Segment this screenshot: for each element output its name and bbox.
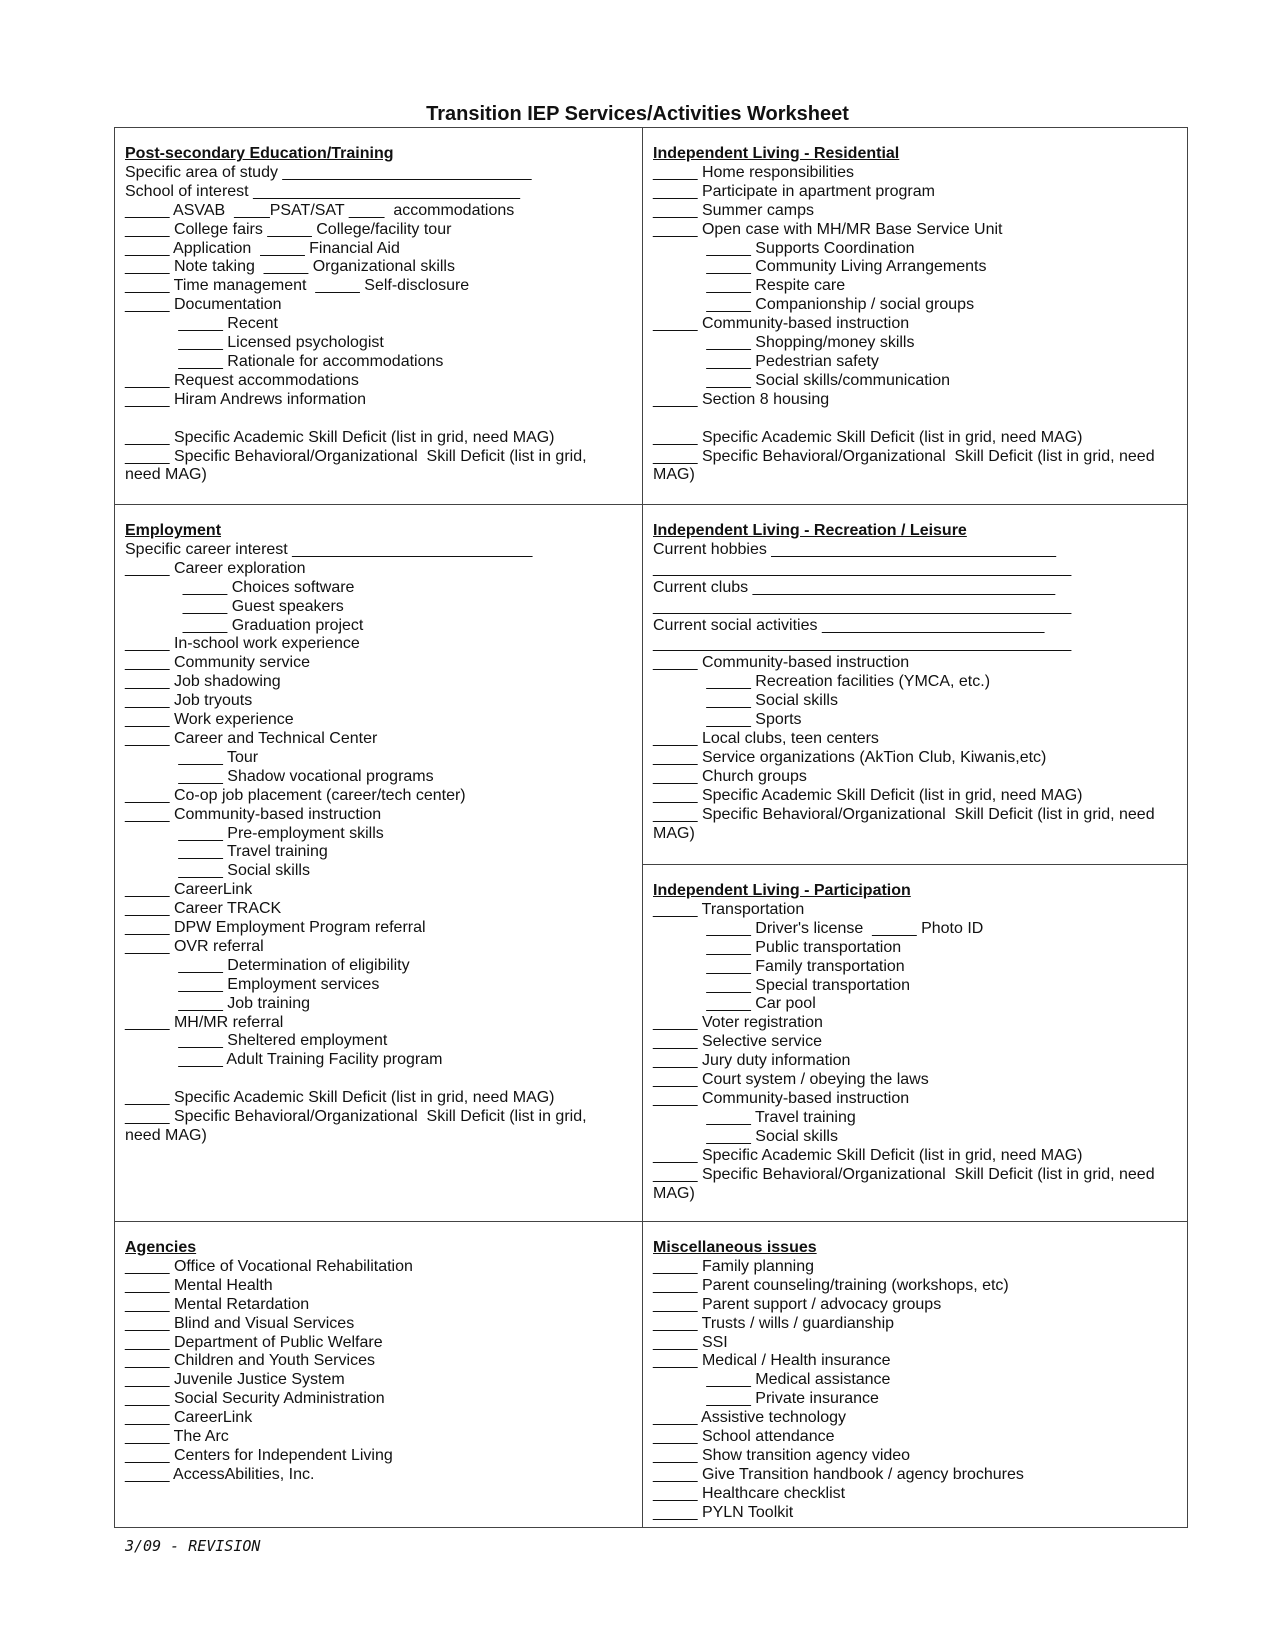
worksheet-line: _____ In-school work experience: [125, 635, 360, 653]
worksheet-line: _____ Healthcare checklist: [653, 1484, 846, 1502]
worksheet-line: _____ Travel training: [125, 843, 328, 861]
worksheet-line: Current hobbies ________________________________: [653, 540, 1057, 558]
section-recreation: [642, 504, 1188, 865]
worksheet-line: _____ Assistive technology: [653, 1409, 847, 1427]
worksheet-line: _____ Show transition agency video: [653, 1446, 911, 1464]
section-lines: [653, 901, 1177, 1204]
worksheet-line: _____ CareerLink: [125, 881, 253, 899]
worksheet-line: _______________________________________________: [653, 635, 1072, 653]
worksheet-line: _____ Local clubs, teen centers: [653, 729, 879, 747]
worksheet-line: _____ Jury duty information: [653, 1052, 851, 1070]
worksheet-line: MAG): [653, 824, 695, 842]
section-lines: [125, 541, 632, 1146]
worksheet-line: _____ Family planning: [653, 1257, 814, 1275]
worksheet-line: _____ ASVAB ____PSAT/SAT ____ accommodations: [125, 201, 515, 219]
worksheet-line: _____ Shadow vocational programs: [125, 767, 434, 785]
section-heading: Independent Living - Residential: [653, 145, 900, 162]
worksheet-line: _____ Parent counseling/training (workshops, etc): [653, 1276, 1009, 1294]
section-heading: Employment: [125, 522, 222, 539]
worksheet-line: _____ Department of Public Welfare: [125, 1333, 383, 1351]
worksheet-line: _____ Blind and Visual Services: [125, 1314, 355, 1332]
worksheet-line: _____ Social Security Administration: [125, 1390, 385, 1408]
worksheet-line: _____ Sheltered employment: [125, 1032, 388, 1050]
worksheet-line: Current clubs __________________________________: [653, 578, 1056, 596]
section-lines: [125, 164, 632, 485]
section-lines: [653, 541, 1177, 844]
worksheet-line: _____ Career and Technical Center: [125, 729, 378, 747]
section-lines: [125, 1258, 632, 1485]
worksheet-line: _____ Home responsibilities: [653, 163, 854, 181]
worksheet-line: _____ Social skills: [125, 862, 310, 880]
worksheet-line: _____ Specific Academic Skill Deficit (list in grid, need MAG): [125, 428, 555, 446]
revision-footer: 3/09 - REVISION: [125, 1537, 261, 1555]
worksheet-line: _____ Family transportation: [653, 957, 905, 975]
worksheet-line: _____ Private insurance: [653, 1390, 879, 1408]
worksheet-line: _____ PYLN Toolkit: [653, 1503, 794, 1521]
worksheet-line: _____ Rationale for accommodations: [125, 352, 444, 370]
worksheet-line: _____ Open case with MH/MR Base Service Unit: [653, 220, 1003, 238]
worksheet-line: _____ Career TRACK: [125, 900, 282, 918]
worksheet-line: _____ Career exploration: [125, 559, 306, 577]
worksheet-line: _____ Car pool: [653, 995, 816, 1013]
worksheet-line: _____ Job training: [125, 994, 310, 1012]
worksheet-line: _____ Recent: [125, 315, 278, 333]
worksheet-line: _____ Participate in apartment program: [653, 182, 935, 200]
worksheet-line: _____ Specific Academic Skill Deficit (list in grid, need MAG): [653, 428, 1083, 446]
worksheet-line: _____ SSI: [653, 1333, 728, 1351]
worksheet-line: _____ Shopping/money skills: [653, 334, 915, 352]
section-misc: [642, 1221, 1188, 1528]
worksheet-line: [125, 1070, 632, 1089]
worksheet-line: _____ CareerLink: [125, 1409, 253, 1427]
worksheet-line: MAG): [653, 466, 695, 484]
worksheet-line: _____ Adult Training Facility program: [125, 1051, 443, 1069]
worksheet-line: need MAG): [125, 1127, 207, 1144]
worksheet-line: _____ Note taking _____ Organizational skills: [125, 258, 455, 276]
worksheet-line: _____ Public transportation: [653, 938, 902, 956]
worksheet-line: _____ Specific Behavioral/Organizational Skill Deficit (list in grid, need: [653, 1165, 1155, 1183]
worksheet-line: MAG): [653, 1184, 695, 1202]
worksheet-line: _____ Recreation facilities (YMCA, etc.): [653, 673, 991, 691]
worksheet-line: _____ Trusts / wills / guardianship: [653, 1314, 895, 1332]
worksheet-line: _____ Request accommodations: [125, 371, 359, 389]
worksheet-line: _____ College fairs _____ College/facility tour: [125, 220, 452, 238]
worksheet-line: _____ Hiram Andrews information: [125, 390, 367, 408]
worksheet-line: _____ AccessAbilities, Inc.: [125, 1465, 315, 1483]
worksheet-line: _____ Specific Academic Skill Deficit (list in grid, need MAG): [125, 1089, 555, 1107]
section-participation: [642, 864, 1188, 1222]
section-residential: [642, 127, 1188, 505]
section-lines: [653, 164, 1177, 485]
worksheet-line: _______________________________________________: [653, 597, 1072, 615]
worksheet-line: _____ Job shadowing: [125, 673, 281, 691]
worksheet-line: _____ Co-op job placement (career/tech center): [125, 786, 466, 804]
worksheet-line: _____ Medical / Health insurance: [653, 1352, 891, 1370]
worksheet-line: _____ Driver's license _____ Photo ID: [653, 919, 984, 937]
worksheet-line: _____ Work experience: [125, 711, 294, 729]
worksheet-line: _____ Medical assistance: [653, 1371, 891, 1389]
worksheet-line: _____ Graduation project: [125, 616, 364, 634]
worksheet-line: _____ Guest speakers: [125, 597, 344, 615]
worksheet-line: _____ Community-based instruction: [125, 805, 382, 823]
section-heading: Independent Living - Recreation / Leisure: [653, 522, 967, 539]
worksheet-line: _____ Parent support / advocacy groups: [653, 1295, 942, 1313]
worksheet-line: _____ OVR referral: [125, 937, 264, 955]
worksheet-line: _____ Specific Academic Skill Deficit (list in grid, need MAG): [653, 1146, 1083, 1164]
worksheet-line: _____ Special transportation: [653, 976, 911, 994]
section-lines: [653, 1258, 1177, 1523]
worksheet-line: _____ Give Transition handbook / agency brochures: [653, 1465, 1024, 1483]
worksheet-line: _____ Mental Retardation: [125, 1295, 310, 1313]
worksheet-line: _____ The Arc: [125, 1428, 229, 1446]
worksheet-line: _____ Time management _____ Self-disclosure: [125, 277, 470, 295]
section-heading: Post-secondary Education/Training: [125, 145, 394, 162]
worksheet-line: _____ Application _____ Financial Aid: [125, 239, 400, 257]
worksheet-line: _____ Community Living Arrangements: [653, 258, 987, 276]
worksheet-line: _____ Licensed psychologist: [125, 334, 384, 352]
worksheet-line: _____ School attendance: [653, 1428, 835, 1446]
worksheet-line: _____ Court system / obeying the laws: [653, 1071, 929, 1089]
worksheet-line: _____ Social skills: [653, 1127, 838, 1145]
worksheet-line: _____ Selective service: [653, 1033, 822, 1051]
worksheet-line: _____ Companionship / social groups: [653, 296, 975, 314]
worksheet-line: _____ Juvenile Justice System: [125, 1371, 345, 1389]
section-heading: Miscellaneous issues: [653, 1239, 817, 1256]
worksheet-line: _____ Church groups: [653, 767, 807, 785]
worksheet-line: Specific area of study ____________________________: [125, 163, 532, 181]
worksheet-line: _____ Summer camps: [653, 201, 814, 219]
worksheet-line: _____ Respite care: [653, 277, 846, 295]
worksheet-line: _____ Pre-employment skills: [125, 824, 384, 842]
worksheet-line: _____ Children and Youth Services: [125, 1352, 375, 1370]
worksheet-line: _____ Specific Academic Skill Deficit (list in grid, need MAG): [653, 786, 1083, 804]
section-heading: Agencies: [125, 1239, 197, 1256]
worksheet-line: _____ Supports Coordination: [653, 239, 915, 257]
worksheet-line: need MAG): [125, 466, 207, 484]
worksheet-line: _____ Determination of eligibility: [125, 956, 410, 974]
worksheet-line: _____ Service organizations (AkTion Club, Kiwanis,etc): [653, 748, 1047, 766]
section-employment: [114, 504, 643, 1222]
worksheet-line: Current social activities _________________________: [653, 616, 1045, 634]
worksheet-line: _____ Choices software: [125, 578, 355, 596]
worksheet-line: _____ Pedestrian safety: [653, 352, 879, 370]
section-postsecondary: [114, 127, 643, 505]
worksheet-line: _____ Community service: [125, 654, 310, 672]
worksheet-line: _____ Tour: [125, 748, 259, 766]
worksheet-line: _____ Community-based instruction: [653, 1089, 910, 1107]
section-agencies: [114, 1221, 643, 1528]
worksheet-line: [125, 410, 632, 429]
worksheet-line: _____ Specific Behavioral/Organizational Skill Deficit (list in grid,: [125, 447, 587, 465]
worksheet-line: _____ Employment services: [125, 975, 380, 993]
worksheet-line: _____ Community-based instruction: [653, 654, 910, 672]
worksheet-line: _____ Section 8 housing: [653, 390, 830, 408]
worksheet-line: _____ Voter registration: [653, 1014, 823, 1032]
worksheet-line: _____ Social skills: [653, 692, 838, 710]
section-heading: Independent Living - Participation: [653, 882, 911, 899]
worksheet-line: _____ DPW Employment Program referral: [125, 919, 426, 937]
worksheet-line: _____ MH/MR referral: [125, 1013, 284, 1031]
worksheet-line: _____ Mental Health: [125, 1276, 273, 1294]
worksheet-line: _____ Documentation: [125, 296, 282, 314]
page-title: Transition IEP Services/Activities Worksheet: [426, 103, 849, 125]
worksheet-line: _______________________________________________: [653, 559, 1072, 577]
worksheet-line: [653, 410, 1177, 429]
worksheet-line: School of interest ______________________________: [125, 182, 521, 200]
worksheet-line: _____ Specific Behavioral/Organizational Skill Deficit (list in grid,: [125, 1108, 587, 1126]
worksheet-line: _____ Community-based instruction: [653, 315, 910, 333]
worksheet-line: _____ Job tryouts: [125, 692, 253, 710]
worksheet-line: _____ Office of Vocational Rehabilitation: [125, 1257, 413, 1275]
worksheet-line: _____ Sports: [653, 711, 802, 729]
worksheet-line: _____ Centers for Independent Living: [125, 1446, 393, 1464]
worksheet-line: _____ Social skills/communication: [653, 371, 951, 389]
worksheet-line: _____ Specific Behavioral/Organizational Skill Deficit (list in grid, need: [653, 447, 1155, 465]
worksheet-line: _____ Travel training: [653, 1108, 856, 1126]
worksheet-line: _____ Transportation: [653, 900, 805, 918]
worksheet-line: Specific career interest ___________________________: [125, 540, 533, 558]
worksheet-line: _____ Specific Behavioral/Organizational Skill Deficit (list in grid, need: [653, 805, 1155, 823]
